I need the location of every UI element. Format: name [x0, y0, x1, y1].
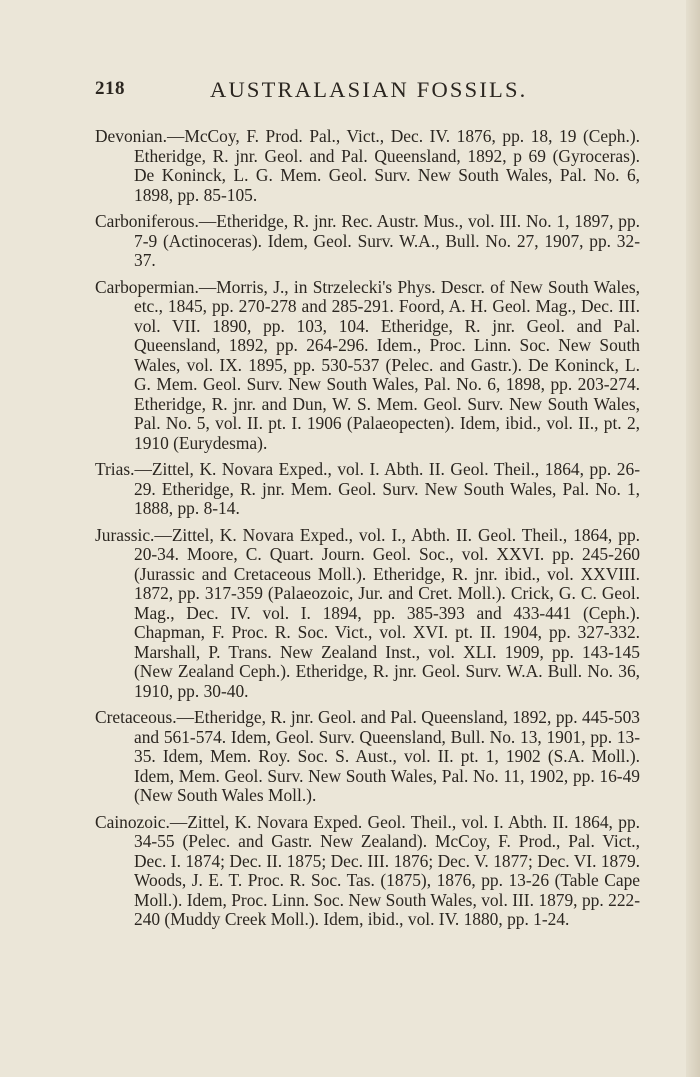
entry-text: —Morris, J., in Strzelecki's Phys. Descr. of New South Wales, etc., 1845, pp. 270-278 and 285-291. Foord, A. H. Geol. Mag., Dec. III. vol. VII. 1890, pp. 103, 104. Etheridge, R. jnr. Geol. and Pal. Queensland, 1892, pp. 264-296. Idem., Proc. Linn. Soc. New South Wales, vol. IX. 1895, pp. 530-537 (Pelec. and Gastr.). De Koninck, L. G. Mem. Geol. Surv. New South Wales, Pal. No. 6, 1898, pp. 203-274. Etheridge, R. jnr. and Dun, W. S. Mem. Geol. Surv. New South Wales, Pal. No. 5, vol. II. pt. I. 1906 (Palaeopecten). Idem, ibid., vol. II., pt. 2, 1910 (Eurydesma). — [134, 276, 640, 453]
entry-title: Carboniferous. — [95, 211, 199, 231]
page-header — [95, 74, 640, 110]
entry-trias — [95, 460, 640, 519]
entry-carbopermian — [95, 278, 640, 454]
page-number: 218 — [95, 78, 125, 99]
entry-title: Cretaceous. — [95, 707, 177, 727]
entry-text: —Zittel, K. Novara Exped. Geol. Theil., vol. I. Abth. II. 1864, pp. 34-55 (Pelec. and Gastr. New Zealand). McCoy, F. Prod., Pal. Vict., Dec. I. 1874; Dec. II. 1875; Dec. III. 1876; Dec. V. 1877; Dec. VI. 1879. Woods, J. E. T. Proc. R. Soc. Tas. (1875), 1876, pp. 13-26 (Table Cape Moll.). Idem, Proc. Linn. Soc. New South Wales, vol. III. 1879, pp. 222-240 (Muddy Creek Moll.). Idem, ibid., vol. IV. 1880, pp. 1-24. — [134, 811, 640, 929]
entry-title: Devonian. — [95, 126, 167, 146]
entry-text: —Etheridge, R. jnr. Geol. and Pal. Queensland, 1892, pp. 445-503 and 561-574. Idem, Geol. Surv. Queensland, Bull. No. 13, 1901, pp. 13-35. Idem, Mem. Roy. Soc. S. Aust., vol. II. pt. 1, 1902 (S.A. Moll.). Idem, Mem. Geol. Surv. New South Wales, Pal. No. 11, 1902, pp. 16-49 (New South Wales Moll.). — [134, 707, 640, 805]
entry-jurassic — [95, 526, 640, 702]
entry-text: —Etheridge, R. jnr. Rec. Austr. Mus., vol. III. No. 1, 1897, pp. 7-9 (Actinoceras). Idem, Geol. Surv. W.A., Bull. No. 27, 1907, pp. 32-37. — [134, 211, 640, 270]
entry-devonian — [95, 127, 640, 205]
entry-title: Trias. — [95, 459, 135, 479]
entry-title: Jurassic. — [95, 524, 155, 545]
entry-carboniferous — [95, 212, 640, 271]
entry-cretaceous — [95, 708, 640, 806]
entry-cainozoic — [95, 813, 640, 930]
entry-title: Cainozoic. — [95, 811, 170, 832]
running-title: AUSTRALASIAN FOSSILS. — [210, 77, 528, 102]
entry-text: —McCoy, F. Prod. Pal., Vict., Dec. IV. 1876, pp. 18, 19 (Ceph.). Etheridge, R. jnr. Geol. and Pal. Queensland, 1892, p 69 (Gyroceras). De Koninck, L. G. Mem. Geol. Surv. New South Wales, Pal. No. 6, 1898, pp. 85-105. — [134, 126, 640, 205]
page-edge — [686, 0, 700, 1077]
entry-title: Carbopermian. — [95, 276, 199, 297]
bibliography-list — [95, 127, 640, 937]
entry-text: —Zittel, K. Novara Exped., vol. I., Abth. II. Geol. Theil., 1864, pp. 20-34. Moore, C. Quart. Journ. Geol. Soc., vol. XXVI. pp. 245-260 (Jurassic and Cretaceous Moll.). Etheridge, R. jnr. ibid., vol. XXVIII. 1872, pp. 317-359 (Palaeozoic, Jur. and Cret. Moll.). Crick, G. C. Geol. Mag., Dec. IV. vol. I. 1894, pp. 385-393 and 433-441 (Ceph.). Chapman, F. Proc. R. Soc. Vict., vol. XVI. pt. II. 1904, pp. 327-332. Marshall, P. Trans. New Zealand Inst., vol. XLI. 1909, pp. 143-145 (New Zealand Ceph.). Etheridge, R. jnr. Geol. Surv. W.A. Bull. No. 36, 1910, pp. 30-40. — [134, 524, 640, 701]
entry-text: —Zittel, K. Novara Exped., vol. I. Abth. II. Geol. Theil., 1864, pp. 26-29. Etheridge, R. jnr. Mem. Geol. Surv. New South Wales, Pal. No. 1, 1888, pp. 8-14. — [134, 459, 640, 518]
